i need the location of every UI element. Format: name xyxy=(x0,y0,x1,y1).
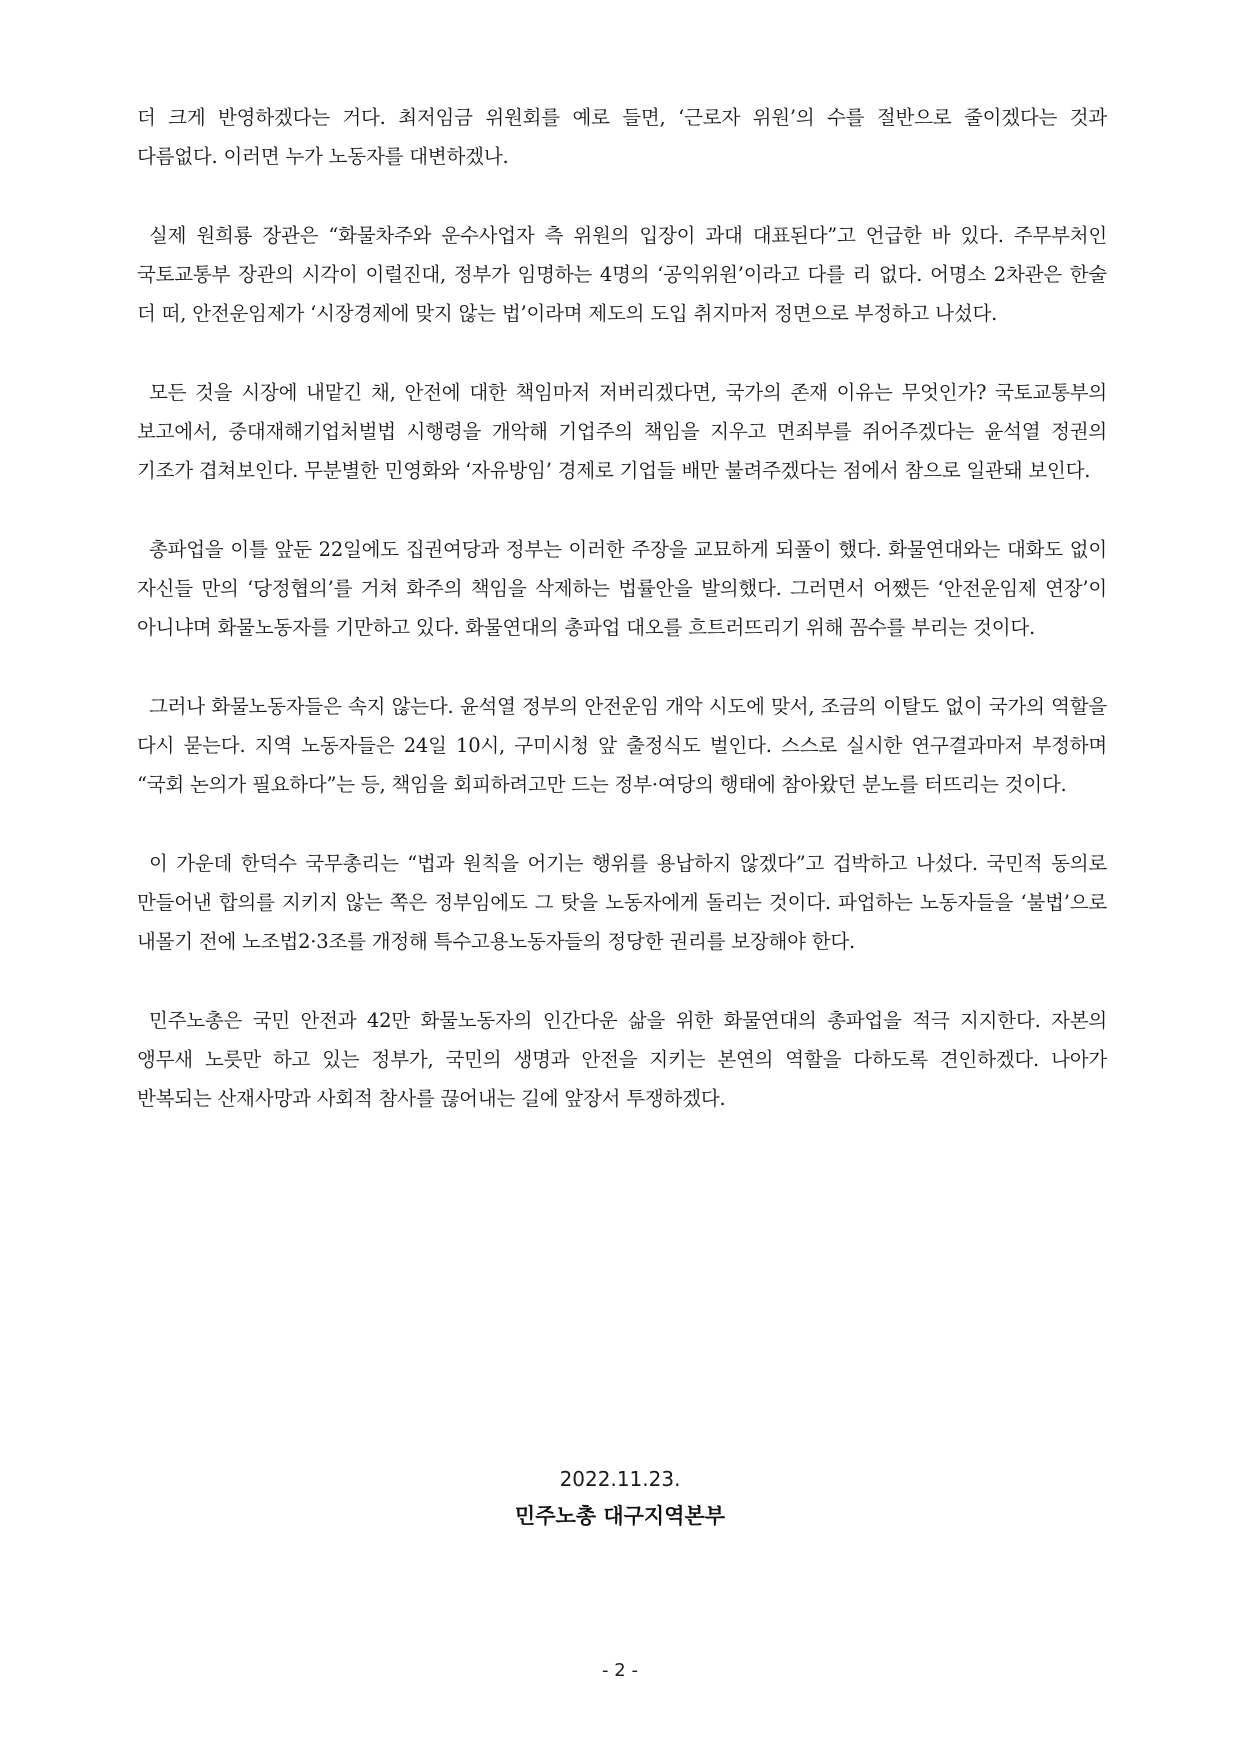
paragraph-6: 이 가운데 한덕수 국무총리는 “법과 원칙을 어기는 행위를 용납하지 않겠다”고 겁박하고 나섰다. 국민적 동의로 만들어낸 합의를 지키지 않는 쪽은 정부임에도 그 탓을 노동자에게 돌리는 것이다. 파업하는 노동자들을 ‘불법’으로 내몰기 전에 노조법2·3조를 개정해 특수고용노동자들의 정당한 권리를 보장해야 한다. xyxy=(137,852,1107,953)
document-body xyxy=(137,98,1107,1158)
signature-date: 2022.11.23. xyxy=(559,1467,681,1491)
page-number: - 2 - xyxy=(602,1660,638,1681)
paragraph-4: 총파업을 이틀 앞둔 22일에도 집권여당과 정부는 이러한 주장을 교묘하게 되풀이 했다. 화물연대와는 대화도 없이 자신들 만의 ‘당정협의’를 거쳐 화주의 책임을 삭제하는 법률안을 발의했다. 그러면서 어쨌든 ‘안전운임제 연장’이 아니냐며 화물노동자를 기만하고 있다. 화물연대의 총파업 대오를 흐트러뜨리기 위해 꼼수를 부리는 것이다. xyxy=(137,538,1107,639)
paragraph-7: 민주노총은 국민 안전과 42만 화물노동자의 인간다운 삶을 위한 화물연대의 총파업을 적극 지지한다. 자본의 앵무새 노릇만 하고 있는 정부가, 국민의 생명과 안전을 지키는 본연의 역할을 다하도록 견인하겠다. 나아가 반복되는 산재사망과 사회적 참사를 끊어내는 길에 앞장서 투쟁하겠다. xyxy=(137,1009,1107,1110)
signature-organization: 민주노총 대구지역본부 xyxy=(514,1504,726,1528)
signature-block xyxy=(0,1462,1240,1536)
paragraph-3: 모든 것을 시장에 내맡긴 채, 안전에 대한 책임마저 저버리겠다면, 국가의 존재 이유는 무엇인가? 국토교통부의 보고에서, 중대재해기업처벌법 시행령을 개악해 기업주의 책임을 지우고 면죄부를 쥐어주겠다는 윤석열 정권의 기조가 겹쳐보인다. 무분별한 민영화와 ‘자유방임’ 경제로 기업들 배만 불려주겠다는 점에서 참으로 일관돼 보인다. xyxy=(137,381,1107,482)
paragraph-5: 그러나 화물노동자들은 속지 않는다. 윤석열 정부의 안전운임 개악 시도에 맞서, 조금의 이탈도 없이 국가의 역할을 다시 묻는다. 지역 노동자들은 24일 10시, 구미시청 앞 출정식도 벌인다. 스스로 실시한 연구결과마저 부정하며 “국회 논의가 필요하다”는 등, 책임을 회피하려고만 드는 정부·여당의 행태에 참아왔던 분노를 터뜨리는 것이다. xyxy=(137,695,1107,796)
paragraph-2: 실제 원희룡 장관은 “화물차주와 운수사업자 측 위원의 입장이 과대 대표된다”고 언급한 바 있다. 주무부처인 국토교통부 장관의 시각이 이럴진대, 정부가 임명하는 4명의 ‘공익위원’이라고 다를 리 없다. 어명소 2차관은 한술 더 떠, 안전운임제가 ‘시장경제에 맞지 않는 법’이라며 제도의 도입 취지마저 정면으로 부정하고 나섰다. xyxy=(137,224,1107,325)
paragraph-1: 더 크게 반영하겠다는 거다. 최저임금 위원회를 예로 들면, ‘근로자 위원’의 수를 절반으로 줄이겠다는 것과 다름없다. 이러면 누가 노동자를 대변하겠나. xyxy=(137,106,1107,168)
